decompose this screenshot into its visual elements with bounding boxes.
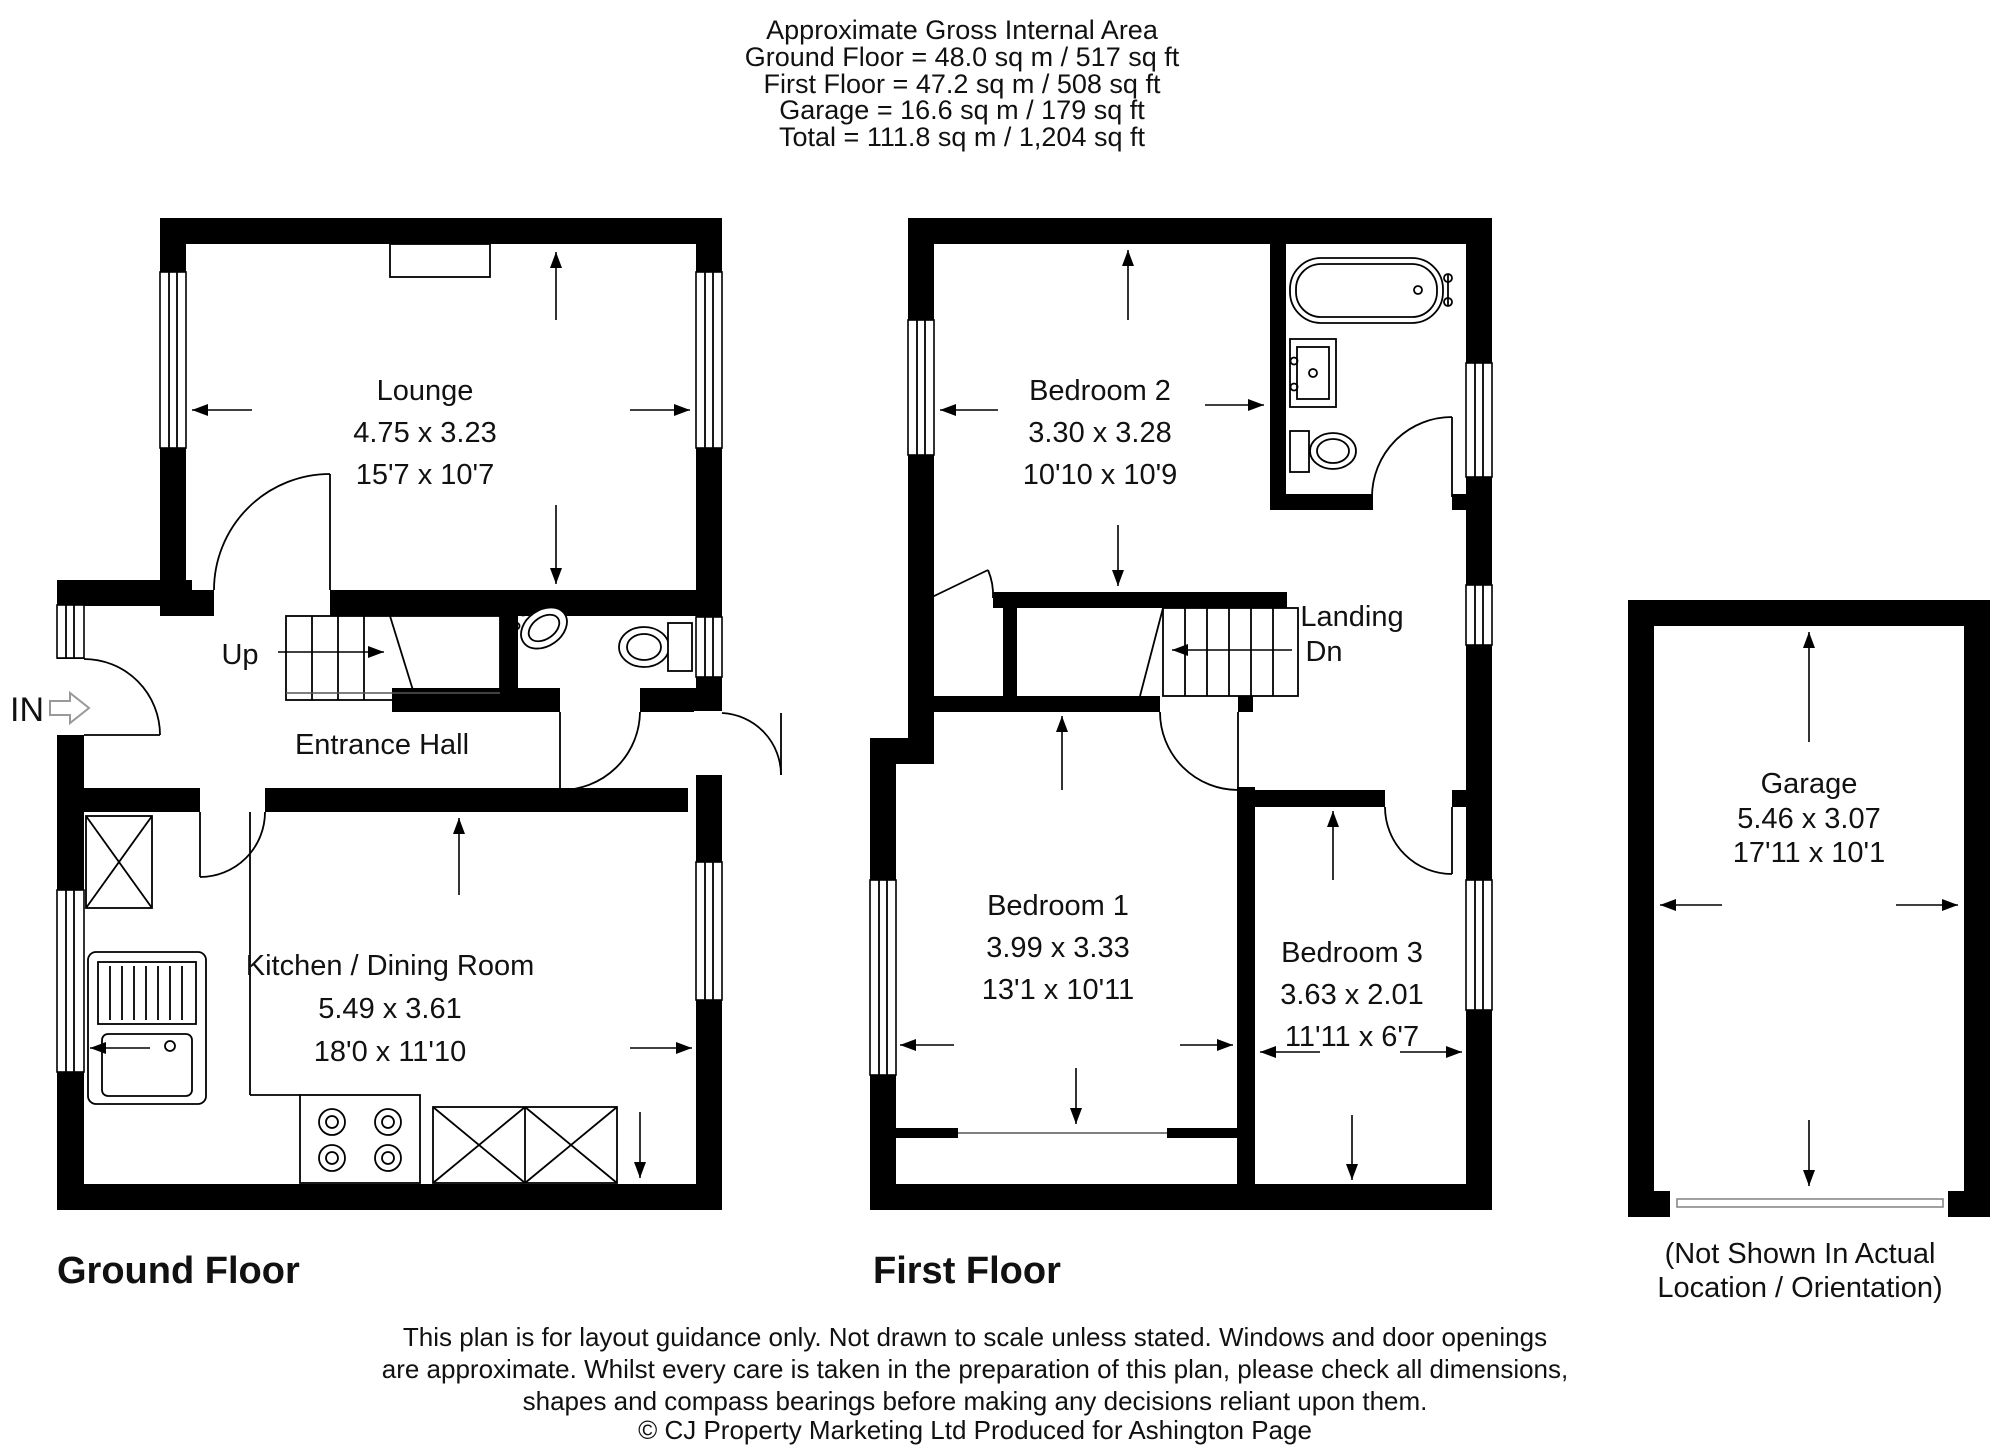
stairs-down-label: Dn: [1305, 636, 1343, 668]
disclaimer: [382, 1322, 1569, 1445]
area-first-floor: First Floor = 47.2 sq m / 508 sq ft: [763, 69, 1161, 99]
kitchen-sink-icon: [88, 952, 206, 1104]
bedroom1-window: [870, 880, 896, 1075]
kitchen-label: Kitchen / Dining Room: [245, 950, 535, 982]
kitchen-unit-icon: [433, 1107, 617, 1183]
area-summary-title: Approximate Gross Internal Area: [766, 15, 1158, 45]
bedroom1-label: Bedroom 1: [987, 890, 1129, 922]
bedroom3-label: Bedroom 3: [1281, 937, 1423, 969]
garage-dimension-arrows: [1660, 632, 1958, 1186]
bedroom2-dim-imperial: 10'10 x 10'9: [1022, 459, 1178, 491]
kitchen-window-right: [696, 862, 722, 1000]
kitchen-door-arc: [200, 812, 265, 877]
stairs-up: [286, 616, 500, 700]
lounge-dim-metric: 4.75 x 3.23: [353, 417, 497, 449]
copyright-line: © CJ Property Marketing Ltd Produced for Ashington Page: [638, 1415, 1312, 1445]
bathroom-sink-icon: [1290, 339, 1336, 407]
lounge-window-left: [160, 272, 186, 448]
lounge-window-right: [696, 272, 722, 448]
front-door-arc: [84, 659, 160, 735]
garage-dim-metric: 5.46 x 3.07: [1737, 803, 1881, 835]
bathroom-window: [1466, 363, 1492, 477]
chimney-breast: [390, 244, 490, 277]
bathroom-toilet-icon: [1290, 431, 1356, 472]
bedroom1-dim-metric: 3.99 x 3.33: [986, 932, 1130, 964]
area-total: Total = 111.8 sq m / 1,204 sq ft: [779, 122, 1145, 152]
wc-window: [696, 617, 722, 677]
garage-plan: [1628, 600, 1990, 1304]
lounge-door-arc: [214, 474, 330, 590]
first-floor-walls: [870, 218, 1492, 1210]
garage-dim-imperial: 17'11 x 10'1: [1732, 837, 1886, 869]
bedroom3-dim-metric: 3.63 x 2.01: [1280, 979, 1424, 1011]
bathtub-icon: [1290, 258, 1452, 323]
bedroom2-label: Bedroom 2: [1029, 375, 1171, 407]
landing-window: [1466, 585, 1492, 645]
disclaimer-line3: shapes and compass bearings before making any decisions reliant upon them.: [522, 1386, 1428, 1416]
first-floor-plan: [870, 218, 1492, 1292]
landing-label: Landing: [1300, 601, 1404, 633]
back-door-arc: [722, 713, 781, 775]
area-ground-floor: Ground Floor = 48.0 sq m / 517 sq ft: [744, 42, 1180, 72]
bedroom2-door: [930, 570, 993, 598]
wc-door-arc: [560, 712, 640, 790]
in-label: IN: [10, 691, 44, 729]
entrance-hall-label: Entrance Hall: [294, 729, 470, 761]
bedroom1-dim-imperial: 13'1 x 10'11: [981, 974, 1135, 1006]
bedroom3-dim-imperial: 11'11 x 6'7: [1284, 1021, 1420, 1053]
bedroom3-window: [1466, 880, 1492, 1010]
bedroom3-door-arc: [1385, 807, 1452, 874]
area-garage: Garage = 16.6 sq m / 179 sq ft: [779, 95, 1145, 125]
hall-window: [57, 605, 84, 658]
stairs-down: [1140, 608, 1298, 696]
bathroom-door-arc: [1372, 417, 1452, 497]
back-door-opening: [694, 711, 724, 775]
ground-floor-plan: [10, 218, 781, 1292]
disclaimer-line1: This plan is for layout guidance only. Not drawn to scale unless stated. Windows and door openings: [402, 1322, 1548, 1352]
ground-floor-title: Ground Floor: [57, 1250, 300, 1292]
kitchen-cabinet-icon: [86, 816, 152, 908]
garage-note-line1: (Not Shown In Actual: [1664, 1238, 1936, 1270]
bedroom2-dim-metric: 3.30 x 3.28: [1028, 417, 1172, 449]
first-floor-title: First Floor: [873, 1250, 1061, 1292]
garage-door: [1677, 1199, 1943, 1207]
lounge-label: Lounge: [376, 375, 474, 407]
garage-label: Garage: [1760, 768, 1858, 800]
wc-toilet-icon: [619, 623, 692, 671]
bedroom2-window: [908, 320, 934, 455]
stairs-up-label: Up: [221, 639, 259, 671]
garage-note-line2: Location / Orientation): [1657, 1272, 1943, 1304]
disclaimer-line2: are approximate. Whilst every care is taken in the preparation of this plan, please check all dimensions,: [381, 1354, 1569, 1384]
hob-icon: [300, 1095, 420, 1183]
bedroom1-door-arc: [1160, 712, 1238, 790]
area-summary: [745, 15, 1180, 152]
lounge-dim-imperial: 15'7 x 10'7: [355, 459, 495, 491]
kitchen-dim-imperial: 18'0 x 11'10: [313, 1036, 467, 1068]
kitchen-window-left: [57, 890, 84, 1072]
kitchen-dim-metric: 5.49 x 3.61: [318, 993, 462, 1025]
